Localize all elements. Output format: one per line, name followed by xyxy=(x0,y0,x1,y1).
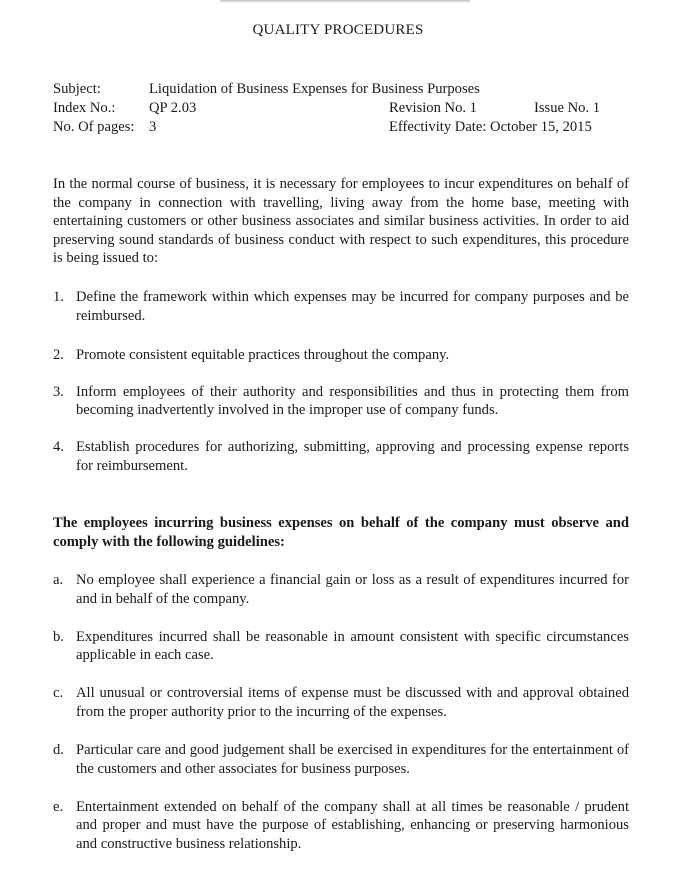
list-item-text: Particular care and good judgement shall be exercised in expenditures for the entertainment of the customers and other associates for business purposes. xyxy=(76,742,629,777)
pages-label: No. Of pages: xyxy=(53,119,135,135)
list-item-text: Establish procedures for authorizing, submitting, approving and processing expense reports for reimbursement. xyxy=(76,438,629,474)
scan-edge-mark xyxy=(220,0,470,3)
list-item xyxy=(53,383,629,420)
list-marker: 2. xyxy=(53,347,64,364)
list-item xyxy=(53,438,629,475)
list-item-text: Entertainment extended on behalf of the company shall at all times be reasonable / prudent and proper and must have the purpose of establishing, enhancing or preserving harmonious and constructive business relationship. xyxy=(76,798,629,852)
index-label: Index No.: xyxy=(53,100,116,116)
list-marker: 1. xyxy=(53,289,64,305)
list-item xyxy=(53,346,629,365)
subject-value: Liquidation of Business Expenses for Business Purposes xyxy=(149,81,480,97)
list-marker: 4. xyxy=(53,438,64,455)
guidelines-heading: The employees incurring business expenses on behalf of the company must observe and comply with the following guidelines: xyxy=(53,515,629,550)
list-item xyxy=(53,798,629,854)
effectivity-date: Effectivity Date: October 15, 2015 xyxy=(389,119,592,135)
subject-label: Subject: xyxy=(53,81,101,97)
document-metadata xyxy=(53,80,633,137)
revision-number: Revision No. 1 xyxy=(389,100,477,116)
index-row xyxy=(53,99,633,118)
subject-row xyxy=(53,80,633,99)
purpose-list xyxy=(53,288,629,493)
list-item-text: Define the framework within which expenses may be incurred for company purposes and be reimbursed. xyxy=(76,289,629,324)
list-item-text: All unusual or controversial items of expense must be discussed with and approval obtained from the proper authority prior to the incurring of the expenses. xyxy=(76,685,629,720)
index-value: QP 2.03 xyxy=(149,100,197,116)
list-marker: d. xyxy=(53,742,64,759)
list-item-text: Inform employees of their authority and responsibilities and thus in protecting them from becoming inadvertently involved in the improper use of company funds. xyxy=(76,383,629,419)
list-item xyxy=(53,288,629,325)
pages-row xyxy=(53,118,633,137)
list-marker: a. xyxy=(53,572,64,588)
list-item-text: Expenditures incurred shall be reasonable in amount consistent with specific circumstances applicable in each case. xyxy=(76,628,629,664)
list-marker: 3. xyxy=(53,383,64,400)
list-item-text: Promote consistent equitable practices throughout the company. xyxy=(76,347,450,364)
list-item xyxy=(53,571,629,608)
list-item-text: No employee shall experience a financial gain or loss as a result of expenditures incurred for and in behalf of the company. xyxy=(76,572,629,607)
document-title: QUALITY PROCEDURES xyxy=(252,22,424,38)
list-marker: c. xyxy=(53,685,64,702)
list-marker: e. xyxy=(53,798,64,815)
guidelines-list xyxy=(53,571,629,873)
intro-paragraph: In the normal course of business, it is necessary for employees to incur expenditures on behalf of the company in connection with travelling, living away from the home base, meeting with entertaining customers or other business associates and similar business activities. In order to aid preserving sound standards of business conduct with respect to such expenditures, this procedure is being issued to: xyxy=(53,176,629,267)
list-item xyxy=(53,741,629,778)
list-item xyxy=(53,684,629,721)
list-marker: b. xyxy=(53,628,64,645)
pages-value: 3 xyxy=(149,119,157,135)
list-item xyxy=(53,628,629,665)
issue-number: Issue No. 1 xyxy=(534,100,601,116)
